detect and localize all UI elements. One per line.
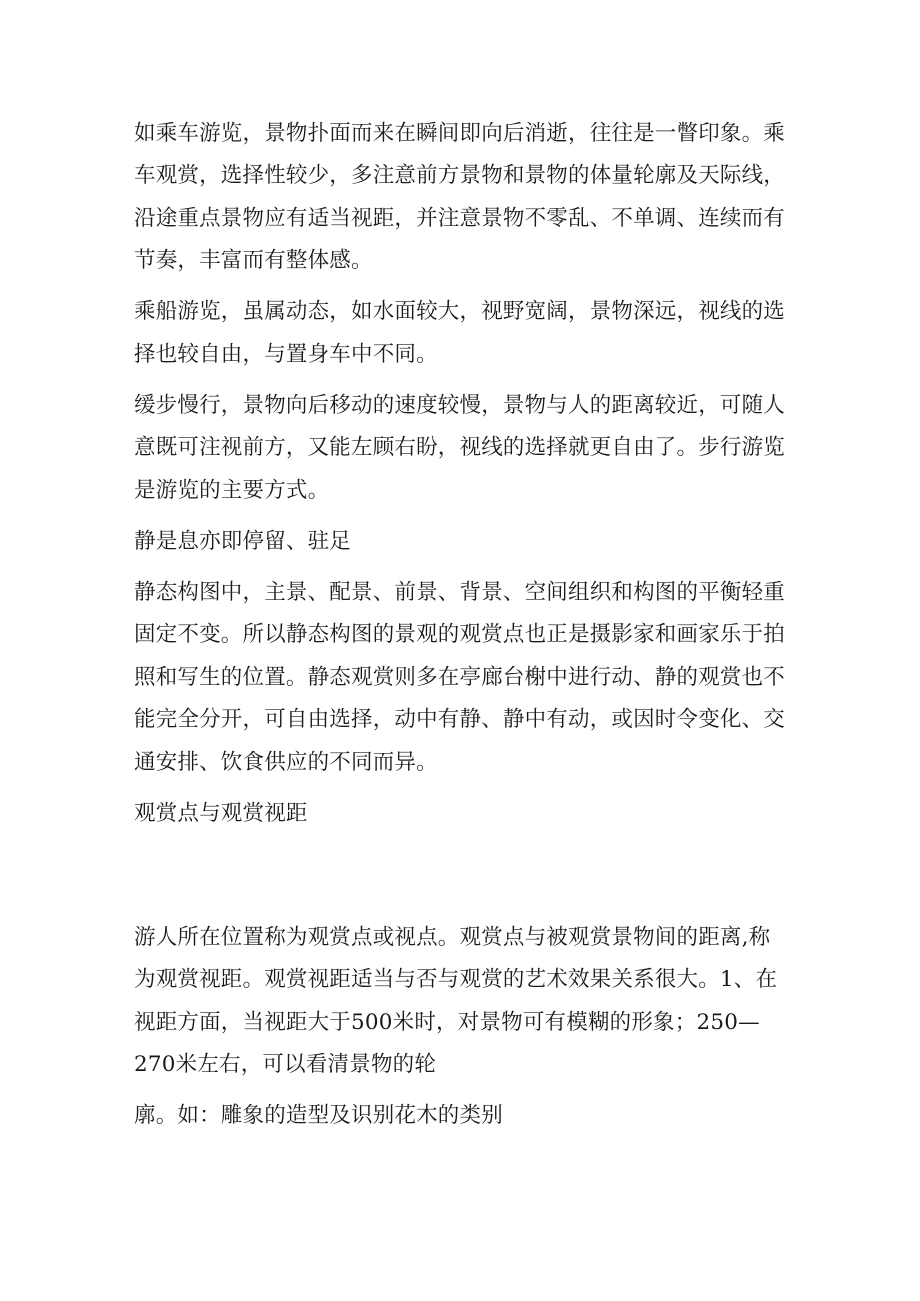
text-line: 视距方面，当视距大于500米时，对景物可有模糊的形象；250— (134, 1010, 760, 1035)
section-heading: 观赏点与观赏视距 (134, 801, 308, 826)
text-line: 静是息亦即停留、驻足 (134, 529, 352, 554)
text-line: 照和写生的位置。静态观赏则多在亭廊台榭中进行动、静的观赏也不 (134, 665, 786, 690)
text-line: 静态构图中，主景、配景、前景、背景、空间组织和构图的平衡轻重 (134, 580, 786, 605)
text-line: 意既可注视前方，又能左顾右盼，视线的选择就更自由了。步行游览 (134, 435, 786, 460)
text-line: 乘船游览，虽属动态，如水面较大，视野宽阔，景物深远，视线的选 (134, 299, 786, 324)
text-line: 为观赏视距。观赏视距适当与否与观赏的艺术效果关系很大。1、在 (134, 967, 778, 992)
text-line: 270米左右，可以看清景物的轮 (134, 1052, 437, 1077)
text-line: 缓步慢行，景物向后移动的速度较慢，景物与人的距离较近，可随人 (134, 393, 786, 418)
text-line: 如乘车游览，景物扑面而来在瞬间即向后消逝，往往是一瞥印象。乘 (134, 121, 786, 146)
text-line: 固定不变。所以静态构图的景观的观赏点也正是摄影家和画家乐于拍 (134, 622, 786, 647)
text-line: 通安排、饮食供应的不同而异。 (134, 750, 438, 775)
text-line: 择也较自由，与置身车中不同。 (134, 342, 438, 367)
text-line: 能完全分开，可自由选择，动中有静、静中有动，或因时令变化、交 (134, 707, 786, 732)
text-line: 沿途重点景物应有适当视距，并注意景物不零乱、不单调、连续而有 (134, 206, 786, 231)
text-line: 游人所在位置称为观赏点或视点。观赏点与被观赏景物间的距离,称 (134, 925, 771, 950)
text-line: 廓。如：雕象的造型及识别花木的类别 (134, 1103, 503, 1128)
text-line: 车观赏，选择性较少，多注意前方景物和景物的体量轮廓及天际线， (134, 163, 786, 188)
text-line: 节奏，丰富而有整体感。 (134, 248, 373, 273)
text-line: 是游览的主要方式。 (134, 478, 330, 503)
